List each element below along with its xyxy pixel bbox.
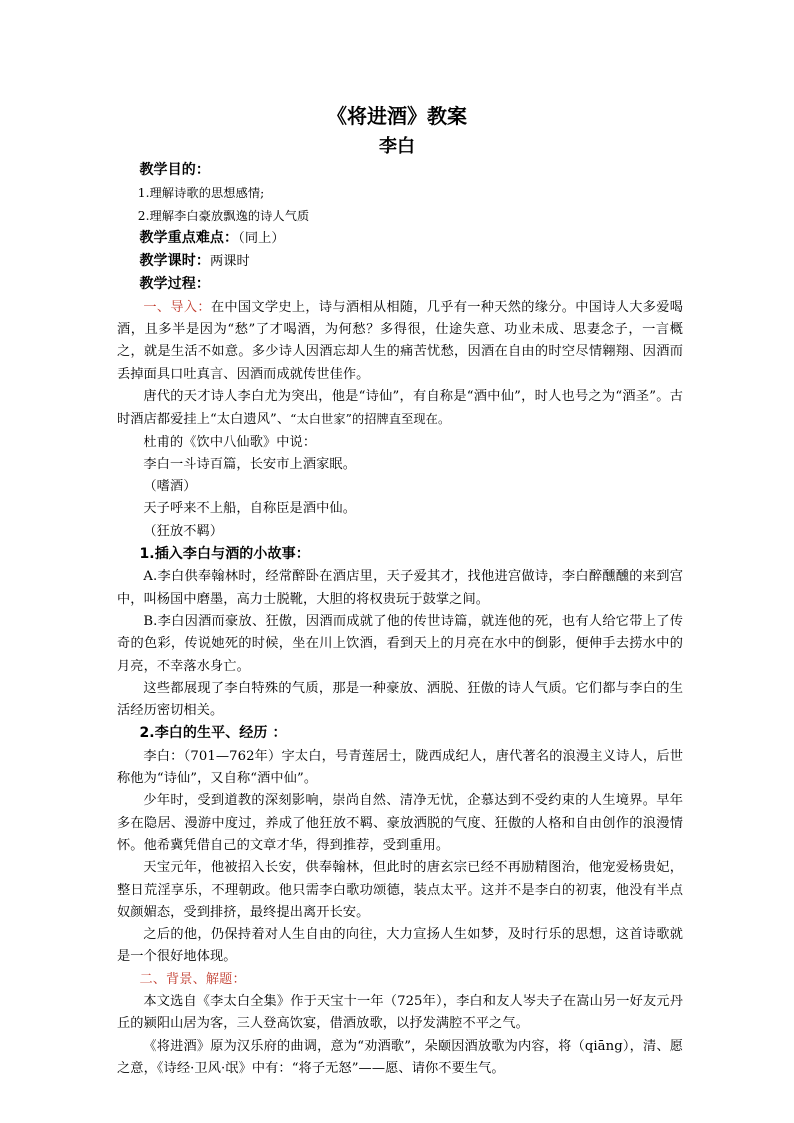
goal-item-1: 1.理解诗歌的思想感情; xyxy=(137,186,265,201)
hours-line xyxy=(117,250,683,273)
life-paragraph-1: 李白：（701—762年）字太白，号青莲居士，陇西成纪人，唐代著名的浪漫主义诗人，后世称他为“诗仙”，又自称“酒中仙”。 xyxy=(117,748,683,787)
hours-value: 两课时 xyxy=(209,254,250,270)
hours-label: 教学课时： xyxy=(139,253,210,270)
intro-paragraph-6: 天子呼来不上船，自称臣是酒中仙。 xyxy=(143,501,356,517)
intro-text-2a: 唐代的天才诗人李白尤为突出，他是“诗仙”，有自称是“酒中仙”，时人也号之为“酒圣”。古时酒店都爱挂上“太白遗风”、 xyxy=(117,388,683,428)
story-summary: 这些都展现了李白特殊的气质，那是一种豪放、洒脱、狂傲的诗人气质。它们都与李白的生活经历密切相关。 xyxy=(117,680,683,719)
background-heading: 二、背景、解题： xyxy=(139,971,246,987)
background-paragraph-1: 本文选自《李太白全集》作于天宝十一年（725年），李白和友人岑夫子在嵩山另一好友元丹丘的颍阳山居为客，三人登高饮宴，借酒放歌，以抒发满腔不平之气。 xyxy=(117,993,683,1032)
story-b: B.李白因酒而豪放、狂傲，因酒而成就了他的传世诗篇，就连他的死，也有人给它带上了传奇的色彩，传说她死的时候，坐在川上饮酒，看到天上的月亮在水中的倒影，便伸手去捞水中的月亮，不幸落水身亡。 xyxy=(117,613,683,674)
intro-text: 在中国文学史上，诗与酒相从相随，几乎有一种天然的缘分。中国诗人大多爱喝酒，且多半是因为“愁”了才喝酒，为何愁？多得很，仕途失意、功业未成、思妻念子，一言概之，就是生活不如意。多少诗人因酒忘却人生的痛苦忧愁，因酒在自由的时空尽情翱翔、因酒而丢掉面具口吐真言、因酒而成就传世佳作。 xyxy=(117,299,684,382)
intro-label: 一、导入： xyxy=(143,299,211,315)
goal-item-2: 2.理解李白豪放飘逸的诗人气质 xyxy=(137,208,310,223)
intro-paragraph-2 xyxy=(117,386,683,432)
stories-heading: 1.插入李白与酒的小故事： xyxy=(139,546,310,563)
intro-paragraph-7: （狂放不羁） xyxy=(143,523,224,539)
key-points-value: （同上） xyxy=(238,230,285,246)
intro-paragraph-4: 李白一斗诗百篇，长安市上酒家眠。 xyxy=(143,456,356,472)
key-points-line xyxy=(117,227,683,250)
background-paragraph-2: 《将进酒》原为汉乐府的曲调，意为“劝酒歌”，朵颐因酒放歌为内容，将（qiāng），清、愿之意，《诗经·卫风·氓》中有：“将子无怒”——愿、请你不要生气。 xyxy=(117,1038,683,1076)
intro-paragraph-5: （嗜酒） xyxy=(143,479,197,495)
life-paragraph-3: 天宝元年，他被招入长安，供奉翰林，但此时的唐玄宗已经不再励精图治，他宠爱杨贵妃，整日荒淫享乐，不理朝政。他只需李白歌功颂德，装点太平。这并不是李白的初衷，他没有半点奴颜媚态，受到排挤，最终提出离开长安。 xyxy=(117,860,683,920)
document-body xyxy=(117,159,683,1080)
life-heading: 2.李白的生平、经历 ： xyxy=(139,725,287,742)
key-points-label: 教学重点难点： xyxy=(139,229,239,246)
intro-paragraph xyxy=(117,297,683,386)
intro-paragraph-3: 杜甫的《饮中八仙歌》中说： xyxy=(143,434,317,450)
story-a: A.李白供奉翰林时，经常醉卧在酒店里，天子爱其才，找他进宫做诗，李白醉醺醺的来到宫中，叫杨国中磨墨，高力士脱靴，大胆的将权贵玩于鼓掌之间。 xyxy=(117,569,683,607)
process-heading: 教学过程： xyxy=(139,276,210,293)
life-paragraph-4: 之后的他，仍保持着对人生自由的向往，大力宣扬人生如梦，及时行乐的思想，这首诗歌就是一个很好地体现。 xyxy=(117,927,683,965)
intro-text-2b: “太白世家”的招牌直至现在。 xyxy=(290,412,451,427)
document-author: 李白 xyxy=(379,136,415,157)
life-paragraph-2: 少年时，受到道教的深刻影响，崇尚自然、清净无忧，企慕达到不受约束的人生境界。早年多在隐居、漫游中度过，养成了他狂放不羁、豪放洒脱的气度、狂傲的人格和自由创作的浪漫情怀。他希冀凭借自己的文章才华，得到推荐，受到重用。 xyxy=(117,793,683,853)
document-title: 《将进酒》教案 xyxy=(327,104,467,128)
goals-heading: 教学目的： xyxy=(139,162,210,178)
